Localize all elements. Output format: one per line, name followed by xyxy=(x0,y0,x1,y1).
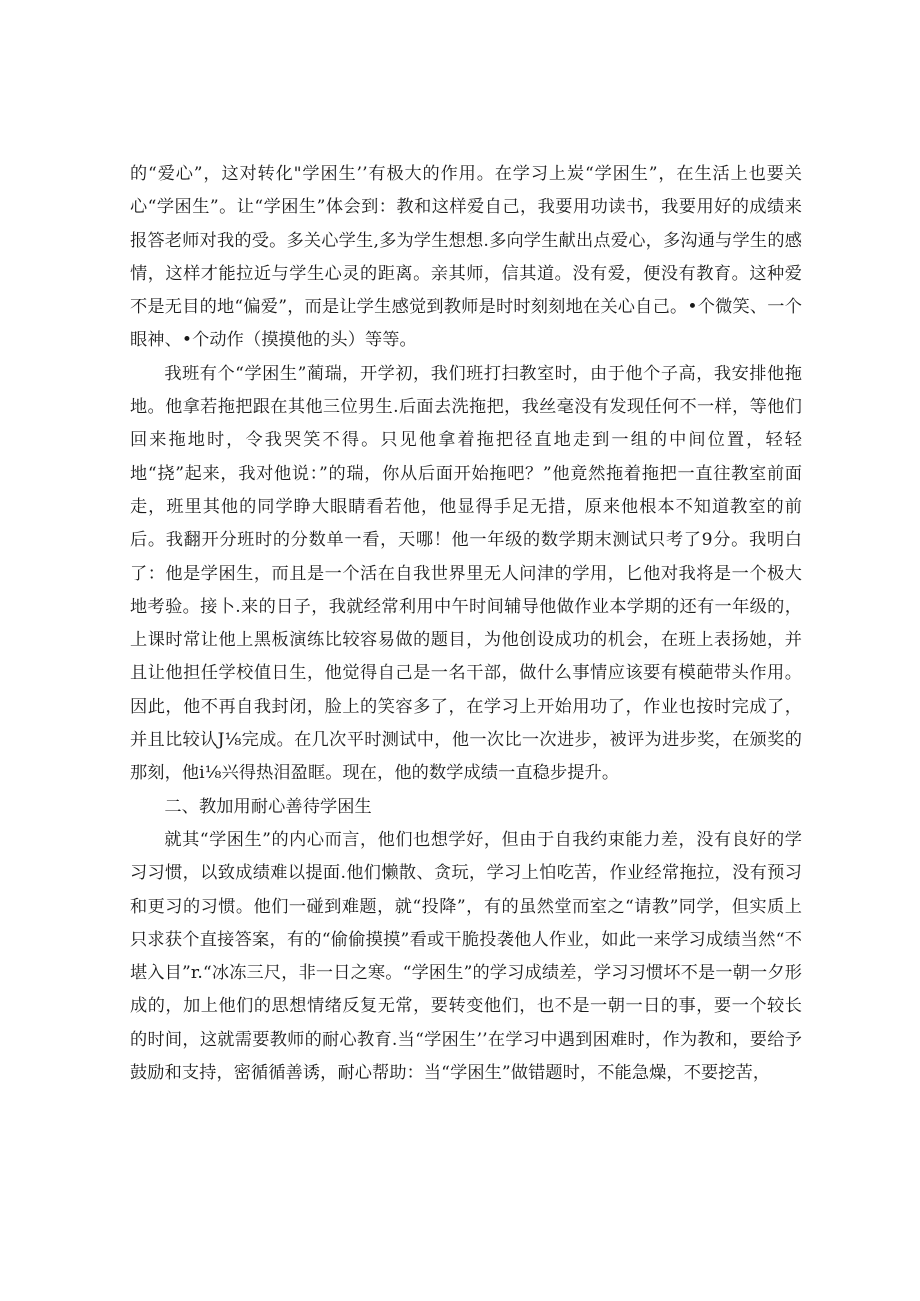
paragraph-student-story: 我班有个“学困生”蔺瑞，开学初，我们班打扫教室时，由于他个子高，我安排他拖地。他拿若拖把跟在其他三位男生.后面去洗拖把，我丝毫没有发现任何不一样，等他们回来拖地时，令我哭笑不得。只见他拿着拖把径直地走到一组的中间位置，轻轻地“挠”起来，我对他说：”的瑞，你从后面开始拖吧？”他竟然拖着拖把一直往教室前面走，班里其他的同学睁大眼睛看若他，他显得手足无措，原来他根本不知道教室的前后。我翻开分班时的分数单一看，天哪！他一年级的数学期末测试只考了9分。我明白了：他是学困生，而且是一个活在自我世界里无人问津的学用，匕他对我将是一个极大地考验。接卜.来的日子，我就经常利用中午时间辅导他做作业本学期的还有一年级的，上课时常让他上黑板演练比较容易做的题目，为他创设成功的机会，在班上表扬她，并且让他担任学校值日生，他觉得自己是一名干部，做什么事情应该要有模葩带头作用。因此，他不再自我封闭，脸上的笑容多了，在学习上开始用功了，作业也按时完成了，并且比较认J⅛完成。在几次平时测试中，他一次比一次进步，被评为进步奖，在颁奖的那刻，他i⅛兴得热泪盈眶。现在，他的数学成绩一直稳步提升。 xyxy=(130,363,802,784)
paragraph-patience: 就其“学困生”的内心而言，他们也想学好，但由于自我约束能力差，没有良好的学习习惯，以致成绩难以提面.他们懒散、贪玩，学习上怕吃苦，作业经常拖拉，没有预习和更习的习惯。他们一碰到难题，就“投降”，有的虽然堂而室之“请教”同学，但实质上只求获个直接答案，有的“偷偷摸摸”看或干脆投袭他人作业，如此一来学习成绩当然“不堪入目”r.“冰冻三尺，非一日之寒。“学困生”的学习成绩差，学习习惯坏不是一朝一夕形成的，加上他们的思想情绪反复无常，要转变他们，也不是一朝一日的事，要一个较长的时间，这就需要教师的耐心教育.当“学困生’’在学习中遇到困难时，作为教和，要给予鼓励和支持，密循循善诱，耐心帮助：当“学困生”做错题时，不能急燥，不要挖苦， xyxy=(130,829,802,1084)
document-body xyxy=(130,158,802,1090)
paragraph-love-continuation: 的“爱心”，这对转化"学困生’’有极大的作用。在学习上炭“学困生”，在生活上也要关心“学困生”。让“学困生”体会到：教和这样爱自己，我要用功读书，我要用好的成绩来报答老师对我的受。多关心学生,多为学生想想.多向学生献出点爱心，多沟通与学生的感情，这样才能拉近与学生心灵的距离。亲其师，信其道。没有爱，便没有教育。这种爱不是无目的地“偏爱”，而是让学生感觉到教师是时时刻刻地在关心自己。•个微笑、一个眼神、•个动作（摸摸他的头）等等。 xyxy=(130,164,802,351)
section-heading-patience: 二、教加用耐心善待学困生 xyxy=(164,796,372,817)
